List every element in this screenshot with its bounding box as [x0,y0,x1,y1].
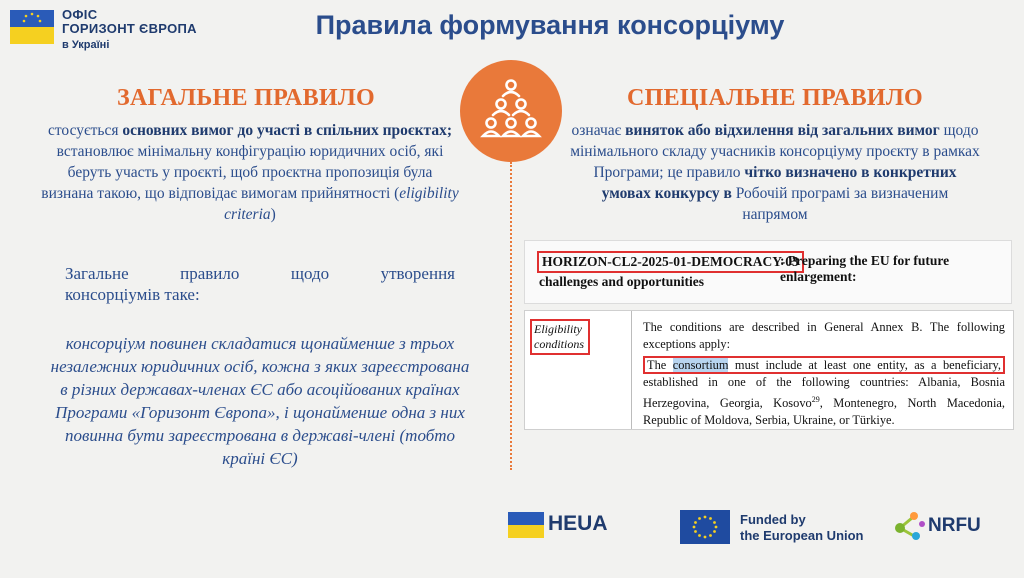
logo-line2: ГОРИЗОНТ ЄВРОПА [62,21,197,36]
eligibility-conditions-text [643,319,1005,429]
special-rule-description [568,120,982,225]
text-span: The [647,358,673,372]
footnote-ref: 29 [811,395,820,404]
consortium-icon-circle [460,60,562,162]
text-span: встановлює мінімальну конфігурацію юридичних осіб, які беруть участь у проєкті, щоб проєктна пропозиція була визнана такою, що відповідає вимогам прийнятності ( [41,143,444,202]
office-logo-text [62,8,197,52]
eu-funding-text [740,512,864,544]
highlighted-requirement [643,356,1005,374]
topic-code: HORIZON-CL2-2025-01-DEMOCRACY-03 [537,251,804,273]
center-divider [510,162,512,470]
eu-line1: Funded by [740,512,806,527]
italic-span: eligibility criteria [224,185,459,223]
text-span: , Montenegro, North Macedonia, Republic of Moldova, Serbia, Ukraine, or Türkiye. [643,396,1005,428]
nrfu-logo: NRFU [928,515,981,536]
eligibility-table [524,310,1014,430]
topic-title-a: : Preparing the EU for future enlargement: [780,253,950,284]
logo-line3: в Україні [62,39,110,51]
intro-line2: консорціумів таке: [65,285,200,304]
eligibility-label: Eligibility conditions [530,319,590,355]
table-divider [631,311,632,429]
heua-flag-icon [508,512,544,538]
general-rule-intro [65,263,455,305]
text-span: Робочій програмі за визначеним напрямом [731,185,949,223]
eu-line2: the European Union [740,528,864,543]
text-span: must include at least one entity, as a beneficiary, [728,358,1001,372]
eu-flag-icon [680,510,730,544]
topic-title-b: challenges and opportunities [539,274,705,289]
ukraine-eu-flag-icon [10,10,54,44]
logo-line1: ОФІС [62,7,98,22]
special-rule-heading: СПЕЦІАЛЬНЕ ПРАВИЛО [627,85,923,111]
heua-logo: HEUA [548,512,608,535]
bold-span: виняток або відхилення від загальних вимог [625,122,940,139]
text-span: стосується [47,122,123,139]
people-pyramid-icon [460,60,562,162]
general-rule-text: консорціум повинен складатися щонайменше з трьох незалежних юридичних осіб, кожна з яких зареєстрована в різних державах-членах ЄС або асоційованих країнах Програми «Горизонт Європа», і щонайменше одна з них повинна бути зареєстрована в державі-члені (тобто країні ЄС) [50,334,470,468]
text-span: щодо мінімального складу учасників консорціуму проєкту в рамках Програми; це правило [570,122,980,181]
topic-excerpt [524,240,1012,304]
nrfu-molecule-icon [890,506,930,546]
page-title: Правила формування консорціуму [315,10,785,40]
text-span: ) [270,206,276,223]
highlighted-word: consortium [672,358,729,372]
conditions-line1: The conditions are described in General Annex B. The following exceptions apply: [643,320,1005,351]
text-span: established in one of the following countries: Albania, Bosnia Herzegovina, Georgia, Kosovo [643,375,1005,411]
conditions-line2 [643,357,1005,429]
intro-line1: Загальне правило щодо утворення [65,264,455,283]
bold-span: чітко визначено в конкретних умовах конкурсу в [601,164,957,202]
bold-span: основних вимог до участі в спільних проєктах; [122,122,452,139]
general-rule-description [40,120,460,225]
text-span: означає [571,122,626,139]
general-rule-heading: ЗАГАЛЬНЕ ПРАВИЛО [116,85,376,111]
